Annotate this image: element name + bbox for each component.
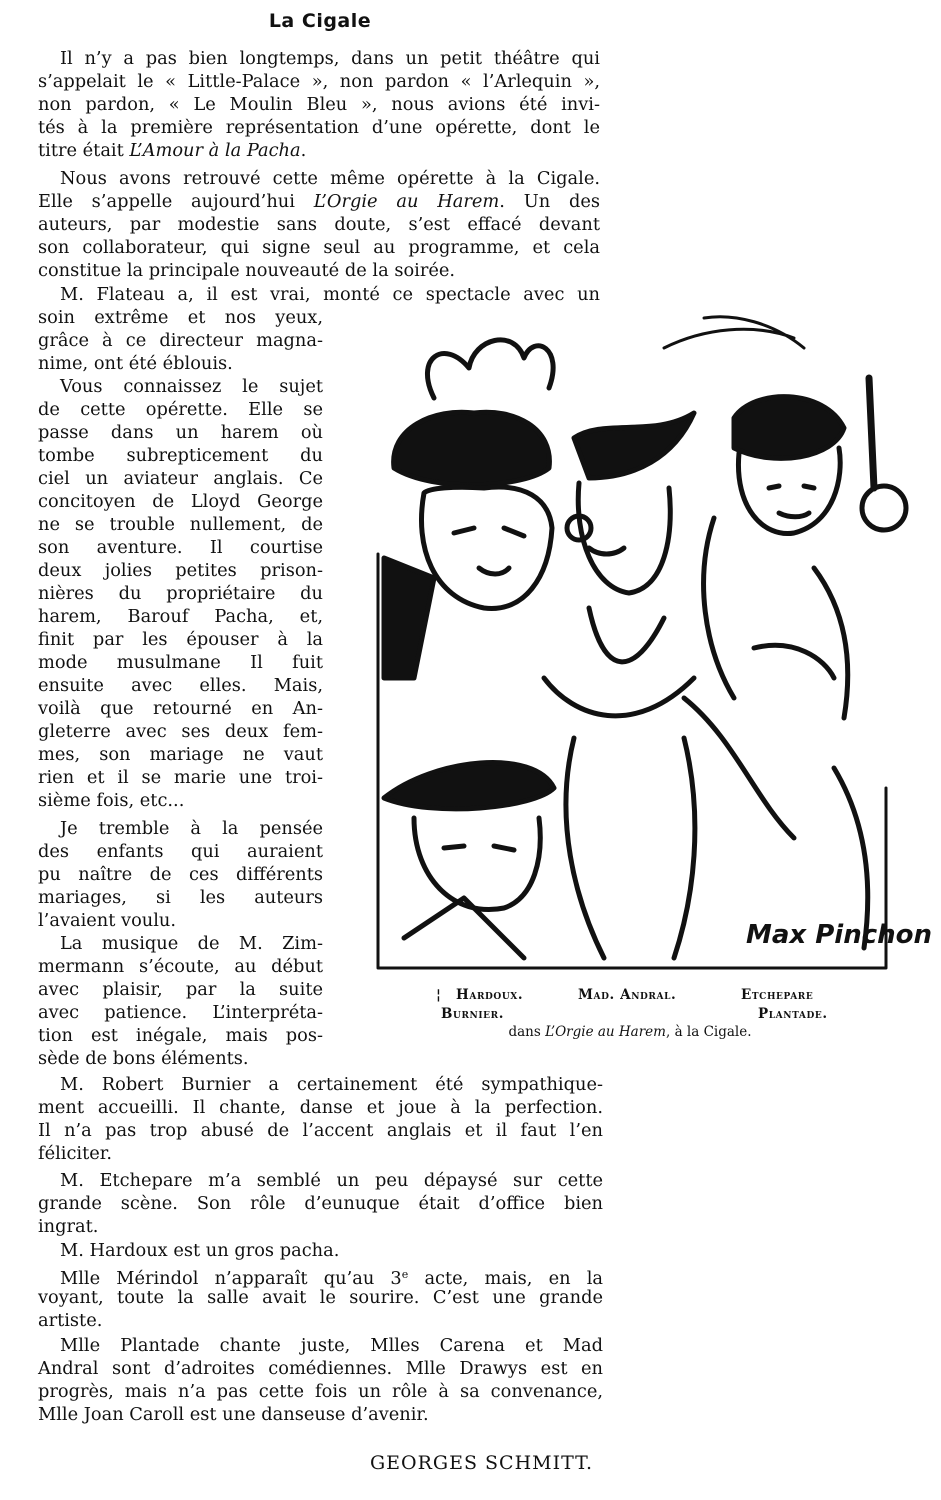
text-segment: voilà que retourné en An-	[38, 698, 323, 719]
text-segment: des enfants qui auraient	[38, 841, 323, 862]
text-segment: grande scène. Son rôle d’eunuque était d’office bien	[38, 1193, 603, 1214]
text-line	[38, 651, 323, 674]
text-line	[38, 1239, 603, 1262]
caption-name-burnier: Burnier.	[441, 1006, 505, 1022]
text-line	[38, 582, 323, 605]
text-segment: progrès, mais n’a pas cette fois un rôle à sa convenance,	[38, 1381, 603, 1402]
text-line	[38, 840, 323, 863]
text-segment: avec plaisir, par la suite	[38, 979, 323, 1000]
text-segment: tombe subrepticement du	[38, 445, 323, 466]
text-line	[38, 1380, 603, 1403]
text-segment: tés à la première représentation d’une opérette, dont le	[38, 117, 600, 138]
text-line	[38, 70, 600, 93]
text-segment: nières du propriétaire du	[38, 583, 323, 604]
text-line	[38, 1192, 603, 1215]
text-line	[38, 743, 323, 766]
text-line	[38, 886, 323, 909]
text-line	[38, 817, 323, 840]
text-segment: sède de bons éléments.	[38, 1048, 249, 1069]
text-segment: auteurs, par modestie sans doute, s’est effacé devant	[38, 214, 600, 235]
text-line	[38, 697, 323, 720]
text-segment: mariages, si les auteurs	[38, 887, 323, 908]
text-line	[38, 1403, 603, 1426]
text-line	[38, 375, 323, 398]
text-line	[38, 93, 600, 116]
text-segment: mode musulmane Il fuit	[38, 652, 323, 673]
text-segment: féliciter.	[38, 1143, 112, 1164]
caption-bracket: ¦	[436, 987, 442, 1003]
text-segment: mes, son mariage ne vaut	[38, 744, 323, 765]
text-segment: passe dans un harem où	[38, 422, 323, 443]
text-line	[38, 467, 323, 490]
text-segment: deux jolies petites prison-	[38, 560, 323, 581]
text-segment: harem, Barouf Pacha, et,	[38, 606, 323, 627]
text-segment: rien et il se marie une troi-	[38, 767, 323, 788]
text-line	[38, 1024, 323, 1047]
text-segment: Vous connaissez le sujet	[60, 376, 323, 397]
text-line	[38, 306, 323, 329]
text-segment: ingrat.	[38, 1216, 99, 1237]
text-line	[38, 909, 323, 932]
caption-sub-prefix: dans	[508, 1024, 546, 1040]
text-segment: M. Flateau a, il est vrai, monté ce spectacle avec un	[60, 284, 600, 305]
text-segment: de cette opérette. Elle se	[38, 399, 323, 420]
text-segment: ciel un aviateur anglais. Ce	[38, 468, 323, 489]
text-segment: ne se trouble nullement, de	[38, 514, 323, 535]
text-segment: tion est inégale, mais pos-	[38, 1025, 323, 1046]
caption-name-etchepare: Etchepare	[741, 987, 814, 1003]
text-line	[38, 352, 323, 375]
text-line	[38, 398, 323, 421]
text-segment: Je tremble à la pensée	[60, 818, 323, 839]
text-segment: voyant, toute la salle avait le sourire. C’est une grande	[38, 1287, 603, 1308]
text-line	[38, 139, 600, 162]
text-segment: Il n’a pas trop abusé de l’accent anglais et il faut l’en	[38, 1120, 603, 1141]
text-line	[38, 190, 600, 213]
text-segment: grâce à ce directeur magna-	[38, 330, 323, 351]
caption-name-hardoux: Hardoux.	[456, 987, 524, 1003]
text-line	[38, 213, 600, 236]
text-line	[38, 1142, 603, 1165]
text-segment: Nous avons retrouvé cette même opérette à la Cigale.	[60, 168, 600, 189]
text-segment: Elle s’appelle aujourd’hui	[38, 191, 314, 212]
text-segment: sième fois, etc...	[38, 790, 185, 811]
text-line	[38, 116, 600, 139]
artist-signature: Max Pinchon	[746, 920, 933, 950]
text-line	[38, 1169, 603, 1192]
caption-sub-title: L’Orgie au Harem	[545, 1024, 666, 1040]
text-segment: ensuite avec elles. Mais,	[38, 675, 323, 696]
caption-name-plantade: Plantade.	[758, 1006, 828, 1022]
text-segment: Mlle Plantade chante juste, Mlles Carena et Mad	[60, 1335, 603, 1356]
title-emphasis: L’Amour à la Pacha	[129, 140, 301, 161]
text-line	[38, 283, 600, 306]
title-emphasis: L’Orgie au Harem	[313, 191, 500, 212]
text-line	[38, 559, 323, 582]
text-segment: . Un des	[499, 191, 600, 212]
text-line	[38, 674, 323, 697]
text-segment: non pardon, « Le Moulin Bleu », nous avions été invi-	[38, 94, 600, 115]
text-line	[38, 1334, 603, 1357]
text-line	[38, 47, 600, 70]
caption-name-andral: Mad. Andral.	[578, 987, 677, 1003]
text-line	[38, 1001, 323, 1024]
text-segment: s’appelait le « Little-Palace », non pardon « l’Arlequin »,	[38, 71, 600, 92]
text-line	[38, 1119, 603, 1142]
article-title: La Cigale	[268, 10, 372, 32]
text-segment: La musique de M. Zim-	[60, 933, 323, 954]
caption-subtitle	[380, 1024, 880, 1040]
text-segment: artiste.	[38, 1310, 103, 1331]
text-segment: nime, ont été éblouis.	[38, 353, 233, 374]
text-line	[38, 863, 323, 886]
text-line	[38, 1096, 603, 1119]
text-line	[38, 236, 600, 259]
caricature-illustration	[374, 318, 933, 976]
text-line	[38, 1073, 603, 1096]
text-line	[38, 605, 323, 628]
text-segment: gleterre avec ses deux fem-	[38, 721, 323, 742]
text-segment: son aventure. Il courtise	[38, 537, 323, 558]
text-line	[38, 1357, 603, 1380]
text-segment: Andral sont d’adroites comédiennes. Mlle Drawys est en	[38, 1358, 603, 1379]
text-line	[38, 628, 323, 651]
text-segment: constitue la principale nouveauté de la soirée.	[38, 260, 456, 281]
text-segment: ment accueilli. Il chante, danse et joue à la perfection.	[38, 1097, 603, 1118]
text-line	[38, 329, 323, 352]
text-segment: Il n’y a pas bien longtemps, dans un petit théâtre qui	[60, 48, 600, 69]
author-signature: GEORGES SCHMITT.	[370, 1452, 594, 1474]
caption-sub-suffix: , à la Cigale.	[665, 1024, 752, 1040]
text-segment: son collaborateur, qui signe seul au programme, et cela	[38, 237, 600, 258]
text-segment: mermann s’écoute, au début	[38, 956, 323, 977]
text-line	[38, 1309, 603, 1332]
text-line	[38, 720, 323, 743]
text-line	[38, 1215, 603, 1238]
text-segment: titre était	[38, 140, 130, 161]
text-segment: Mlle Mérindol n’apparaît qu’au 3	[60, 1268, 402, 1289]
text-line	[38, 421, 323, 444]
text-line	[38, 766, 323, 789]
text-line	[38, 444, 323, 467]
text-line	[38, 1286, 603, 1309]
text-line	[38, 932, 323, 955]
text-line	[38, 955, 323, 978]
text-segment: M. Etchepare m’a semblé un peu dépaysé sur cette	[60, 1170, 603, 1191]
text-segment: acte, mais, en la	[408, 1268, 603, 1289]
text-segment: soin extrême et nos yeux,	[38, 307, 323, 328]
text-line	[38, 789, 323, 812]
text-segment: M. Robert Burnier a certainement été sympathique-	[60, 1074, 603, 1095]
text-segment: avec patience. L’interpréta-	[38, 1002, 323, 1023]
text-line	[38, 490, 323, 513]
text-line	[38, 978, 323, 1001]
text-segment: l’avaient voulu.	[38, 910, 177, 931]
text-line	[38, 1047, 323, 1070]
text-line	[38, 536, 323, 559]
text-segment: pu naître de ces différents	[38, 864, 323, 885]
text-segment: Mlle Joan Caroll est une danseuse d’avenir.	[38, 1404, 429, 1425]
text-segment: concitoyen de Lloyd George	[38, 491, 323, 512]
text-segment: .	[300, 140, 307, 161]
text-segment: M. Hardoux est un gros pacha.	[60, 1240, 340, 1261]
text-line	[38, 513, 323, 536]
text-segment: finit par les épouser à la	[38, 629, 323, 650]
text-line	[38, 167, 600, 190]
superscript: e	[401, 1268, 409, 1281]
text-line	[38, 259, 600, 282]
